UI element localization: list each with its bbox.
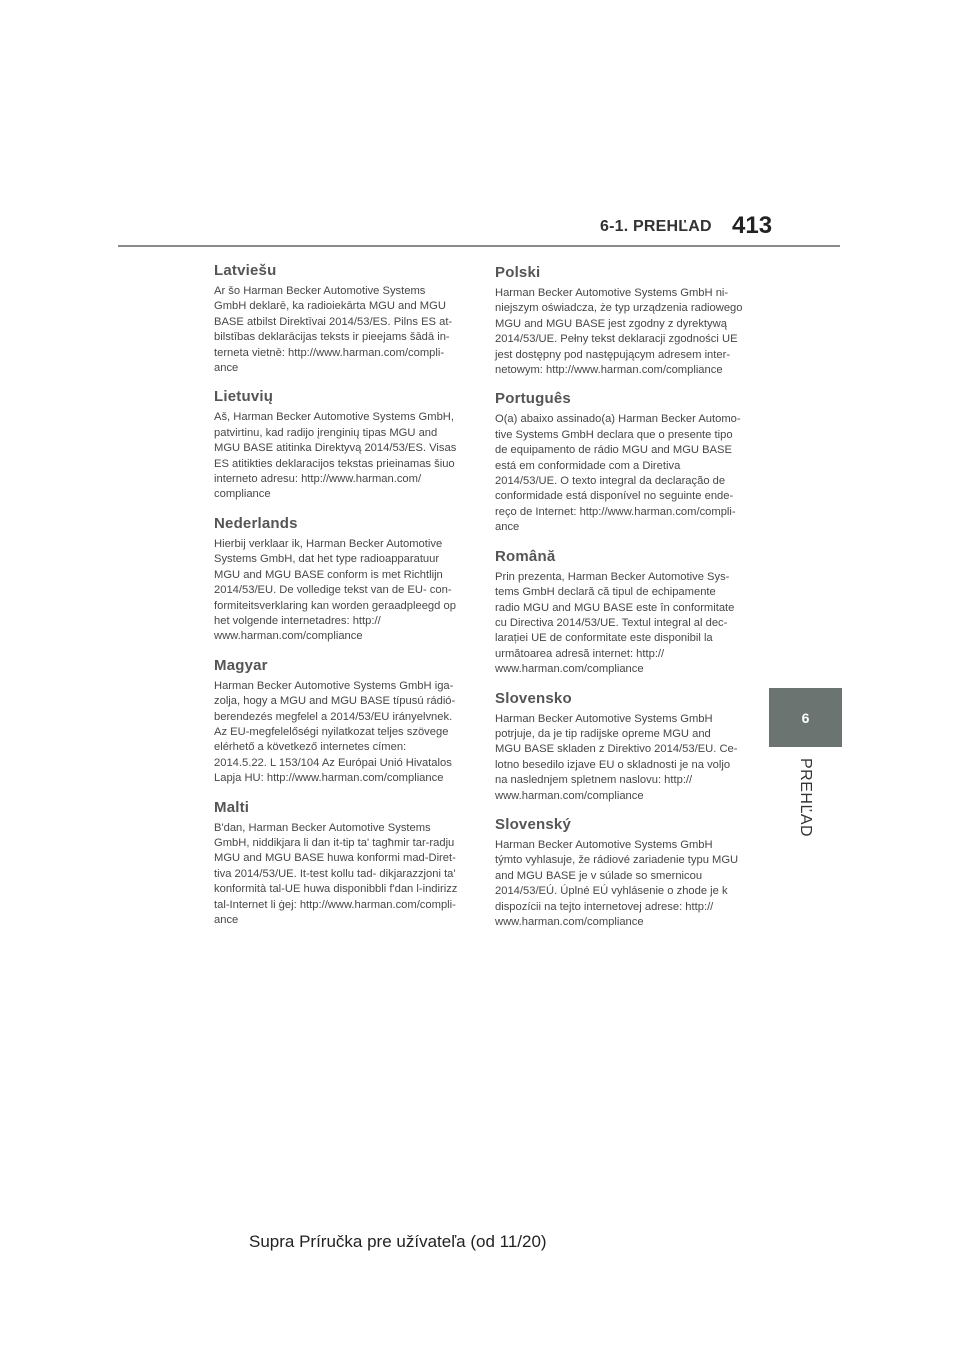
chapter-label: PREHĽAD [797, 758, 814, 838]
lang-text: Aš, Harman Becker Automotive Systems GmbH, patvirtinu, kad radijo įrenginių tipas MGU and MGU BASE atitinka Direktyvą 2014/53/ES. Visas ES atitikties deklaracijos tekstas prieinamas šiuo interneto adresu: http://www.harman.com/ compliance [214, 411, 457, 501]
lang-title: Slovenský [495, 815, 572, 833]
header-divider [118, 245, 840, 247]
chapter-tab [769, 688, 842, 747]
lang-title: Malti [214, 798, 250, 816]
lang-text: Harman Becker Automotive Systems GmbH iga- zolja, hogy a MGU and MGU BASE típusú rádió- berendezés megfelel a 2014/53/EU irányelvnek. Az EU-megfelelőségi nyilatkozat teljes szövege elérhető a következő internetes címen: 2014.5.22. L 153/104 Az Európai Unió Hivatalos Lapja HU: http://www.harman.com/compliance [214, 679, 456, 785]
lang-block-lietuviu [214, 388, 464, 502]
lang-title: Polski [495, 264, 541, 281]
lang-block-malti [214, 799, 464, 929]
page-number: 413 [732, 212, 773, 239]
lang-title: Lietuvių [214, 388, 274, 406]
lang-title: Português [495, 390, 571, 408]
lang-block-nederlands [214, 515, 464, 645]
lang-text: O(a) abaixo assinado(a) Harman Becker Automo- tive Systems GmbH declara que o presente tipo de equipamento de rádio MGU and MGU BASE está em conformidade com a Diretiva 2014/53/UE. O texto integral da declaração de conformidade está disponível no seguinte ende- reço de Internet: http://www.harman.com/compli- ance [495, 413, 741, 534]
lang-title: Latviešu [214, 262, 277, 279]
left-column [214, 262, 464, 940]
lang-title: Magyar [214, 656, 268, 674]
lang-title: Nederlands [214, 514, 298, 532]
lang-block-slovensko [495, 690, 745, 804]
right-column [495, 264, 745, 942]
chapter-number: 6 [801, 710, 810, 726]
lang-text: Ar šo Harman Becker Automotive Systems GmbH deklarē, ka radioiekārta MGU and MGU BASE atbilst Direktīvai 2014/53/ES. Pilns ES at- bilstības deklarācijas teksts ir pieejams šādā in- terneta vietnē: http://www.harman.com/compli- ance [214, 285, 453, 375]
lang-text: B'dan, Harman Becker Automotive Systems GmbH, niddikjara li dan it-tip ta' tagħmir tar-radju MGU and MGU BASE huwa konformi mad-Diret- tiva 2014/53/UE. It-test kollu tad- dikjarazzjoni ta' konformità tal-UE huwa disponibbli f'dan l-indirizz tal-Internet li ġej: http://www.harman.com/compli- ance [214, 821, 458, 926]
footer-manual-title: Supra Príručka pre užívateľa (od 11/20) [249, 1232, 547, 1251]
lang-block-romana [495, 548, 745, 678]
lang-block-magyar [214, 657, 464, 787]
lang-block-portugues [495, 390, 745, 535]
lang-text: Harman Becker Automotive Systems GmbH týmto vyhlasuje, že rádiové zariadenie typu MGU and MGU BASE je v súlade so smernicou 2014/53/EÚ. Úplné EÚ vyhlásenie o zhode je k dispozícii na tejto internetovej adrese: http:// www.harman.com/compliance [495, 838, 739, 928]
section-header: 6-1. PREHĽAD [600, 218, 712, 235]
lang-text: Harman Becker Automotive Systems GmbH potrjuje, da je tip radijske opreme MGU and MGU BASE skladen z Direktivo 2014/53/EU. Ce- lotno besedilo izjave EU o skladnosti je na voljo na naslednjem spletnem naslovu: http:// www.harman.com/compliance [495, 712, 738, 802]
lang-block-polski [495, 264, 745, 378]
lang-block-slovensky [495, 816, 745, 930]
lang-text: Prin prezenta, Harman Becker Automotive Sys- tems GmbH declară că tipul de echipamente radio MGU and MGU BASE este în conformitate cu Directiva 2014/53/UE. Textul integral al dec- larației UE de conformitate este disponibil la următoarea adresă internet: http:// www.harman.com/compliance [495, 570, 735, 676]
lang-text: Hierbij verklaar ik, Harman Becker Automotive Systems GmbH, dat het type radioapparatuur MGU and MGU BASE conform is met Richtlijn 2014/53/EU. De volledige tekst van de EU- con- formiteitsverklaring kan worden geraadpleegd op het volgende internetadres: http:// www.harman.com/compliance [214, 537, 456, 643]
lang-text: Harman Becker Automotive Systems GmbH ni- niejszym oświadcza, że typ urządzenia radiowego MGU and MGU BASE jest zgodny z dyrektywą 2014/53/UE. Pełny tekst deklaracji zgodności UE jest dostępny pod następującym adresem inter- netowym: http://www.harman.com/compliance [495, 287, 743, 377]
lang-title: Română [495, 547, 556, 565]
lang-block-latviesu [214, 262, 464, 376]
lang-title: Slovensko [495, 689, 572, 707]
